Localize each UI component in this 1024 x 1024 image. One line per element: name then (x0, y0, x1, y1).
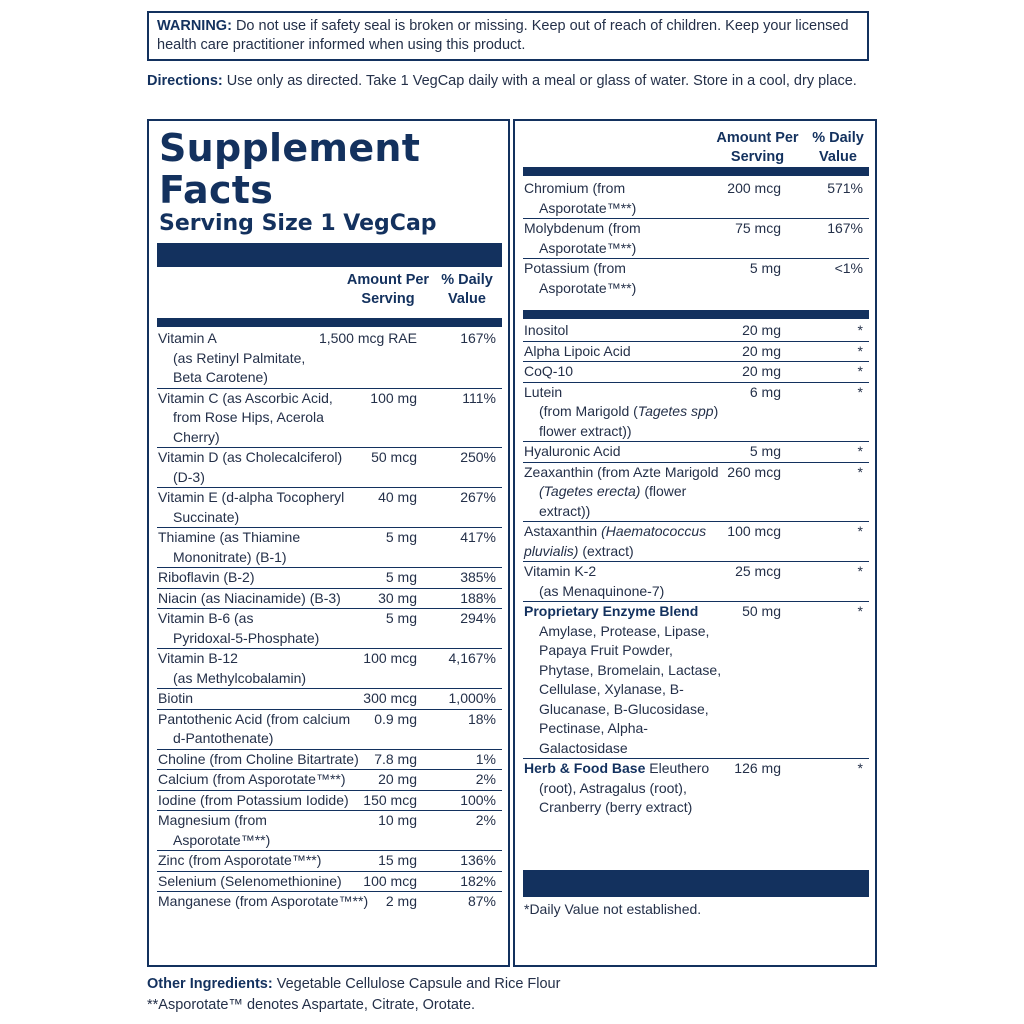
daily-value: 188% (460, 589, 496, 606)
daily-value: 571% (827, 180, 863, 196)
table-row (523, 321, 869, 342)
table-row (157, 389, 502, 449)
nutrient-name-text: Molybdenum (from (524, 220, 641, 236)
table-row (523, 522, 869, 562)
daily-value: 100% (460, 791, 496, 808)
nutrient-name-text: Herb & Food Base (524, 760, 646, 776)
nutrient-name (157, 892, 502, 912)
amount-per-serving: 10 mg (378, 812, 417, 828)
nutrient-name (523, 602, 723, 758)
col-head-amount: Amount Per Serving (346, 272, 430, 307)
daily-value: 182% (460, 872, 496, 889)
table-row (523, 463, 869, 523)
table-row (157, 872, 502, 893)
nutrient-source: (D-3) (173, 468, 205, 485)
nutrient-name-text: Vitamin K-2 (524, 563, 597, 579)
source-prefix: (from Marigold ( (539, 403, 638, 419)
nutrient-source: Asporotate™**) (539, 199, 637, 216)
amount-per-serving: 1,500 mcg RAE (318, 330, 417, 346)
nutrient-name-text: Vitamin D (as Cholecalciferol) (158, 449, 343, 465)
source-latin-name: (Tagetes erecta) (539, 483, 641, 499)
daily-value: 167% (460, 330, 496, 346)
amount-per-serving: 100 mcg (363, 650, 417, 666)
daily-value: 87% (467, 893, 496, 909)
daily-value: * (857, 523, 863, 539)
table-row (157, 811, 502, 851)
nutrient-source: (root), Astragalus (root), Cranberry (berry extract) (539, 779, 693, 815)
amount-per-serving: 100 mg (370, 389, 417, 406)
nutrient-name (523, 759, 723, 818)
table-row (523, 219, 869, 259)
directions-label: Directions: (147, 73, 223, 89)
nutrient-table-right-b (523, 321, 869, 818)
warning-label: WARNING: (157, 18, 232, 34)
facts-title (159, 127, 420, 211)
daily-value: * (857, 322, 863, 338)
daily-value: * (857, 463, 863, 480)
amount-per-serving: 150 mcg (363, 791, 417, 808)
nutrient-name-text: Biotin (158, 690, 194, 706)
amount-per-serving: 15 mg (378, 852, 417, 868)
supplement-facts-panel-right (513, 119, 877, 967)
supplement-facts-panel-left (147, 119, 510, 967)
amount-per-serving: 126 mg (734, 760, 781, 776)
table-row (523, 342, 869, 363)
amount-per-serving: 2 mg (385, 893, 417, 909)
nutrient-name-text: Calcium (from Asporotate™**) (158, 771, 346, 787)
daily-value: * (857, 563, 863, 579)
directions (147, 72, 872, 91)
table-row (157, 791, 502, 812)
amount-per-serving: 40 mg (378, 489, 417, 505)
nutrient-name-suffix: (extract) (578, 542, 634, 559)
daily-value: 250% (460, 449, 496, 465)
table-row (523, 383, 869, 443)
amount-per-serving: 50 mg (742, 603, 781, 619)
nutrient-name (157, 609, 502, 648)
nutrient-name-text: Hyaluronic Acid (524, 443, 621, 459)
nutrient-name (157, 710, 502, 749)
nutrient-name-text: Vitamin B-6 (as (158, 610, 254, 626)
table-row (157, 609, 502, 649)
col-head-dv-right: % Daily Value (812, 130, 864, 165)
nutrient-name-text: Alpha Lipoic Acid (524, 342, 631, 359)
table-row (523, 759, 869, 818)
amount-per-serving: 5 mg (385, 529, 417, 545)
nutrient-name (523, 321, 723, 341)
nutrient-source: (as Retinyl Palmitate, Beta Carotene) (173, 349, 306, 385)
amount-per-serving: 5 mg (749, 443, 781, 459)
col-head-amount-right: Amount Per Serving (716, 130, 799, 165)
nutrient-name (523, 442, 723, 462)
amount-per-serving: 100 mcg (727, 523, 781, 539)
table-row (157, 710, 502, 750)
amount-per-serving: 6 mg (749, 383, 781, 400)
nutrient-name (157, 448, 502, 487)
nutrient-name-text: Zeaxanthin (from Azte Marigold (524, 463, 719, 480)
daily-value: * (857, 443, 863, 459)
nutrient-name-text: Zinc (from Asporotate™**) (158, 852, 322, 868)
nutrient-name (157, 811, 502, 850)
table-row (157, 649, 502, 689)
nutrient-name (157, 791, 502, 811)
nutrient-name (157, 750, 502, 770)
nutrient-name-text (524, 523, 706, 559)
other-ingredients-text: Vegetable Cellulose Capsule and Rice Flour (276, 976, 561, 992)
col-head-dv: % Daily Value (441, 272, 493, 307)
table-row (157, 750, 502, 771)
nutrient-name (523, 562, 723, 601)
warning-text: Do not use if safety seal is broken or missing. Keep out of reach of children. Keep your licensed health care practitioner informed when using this product. (157, 18, 849, 53)
nutrient-name-text: Choline (from Choline Bitartrate) (158, 750, 359, 767)
daily-value: 167% (827, 220, 863, 236)
nutrient-name (523, 179, 869, 218)
daily-value: * (857, 363, 863, 379)
nutrient-source: from Rose Hips, Acerola Cherry) (173, 409, 324, 445)
nutrient-source: Asporotate™**) (539, 239, 637, 256)
amount-per-serving: 200 mcg (727, 180, 781, 196)
nutrient-table-right-a (523, 179, 869, 298)
other-ingredients-label: Other Ingredients: (147, 976, 273, 992)
thick-divider (157, 243, 502, 267)
nutrient-name (523, 463, 723, 522)
table-row (523, 442, 869, 463)
table-row (523, 259, 869, 298)
daily-value: 2% (475, 771, 496, 787)
daily-value: 18% (467, 710, 496, 727)
daily-value: <1% (834, 260, 863, 276)
amount-per-serving: 260 mcg (727, 463, 781, 480)
nutrient-name (157, 488, 502, 527)
nutrient-name-text: Potassium (from (524, 260, 626, 276)
warning-box (147, 11, 869, 61)
table-row (523, 602, 869, 759)
nutrient-name-text: Inositol (524, 322, 569, 338)
nutrient-name-text: Iodine (from Potassium Iodide) (158, 791, 349, 808)
nutrient-name-text: Manganese (from Asporotate™**) (158, 893, 369, 909)
amount-per-serving: 30 mg (378, 589, 417, 606)
nutrient-name-text: Vitamin C (as Ascorbic Acid, (158, 389, 333, 406)
table-row (157, 689, 502, 710)
table-row (157, 892, 502, 912)
nutrient-source (524, 482, 723, 521)
daily-value: 417% (460, 529, 496, 545)
table-row (157, 528, 502, 568)
amount-per-serving: 25 mcg (735, 563, 781, 579)
amount-per-serving: 20 mg (742, 342, 781, 359)
nutrient-name (523, 219, 869, 258)
nutrient-source: Mononitrate) (B-1) (173, 548, 287, 565)
nutrient-name (523, 522, 723, 561)
nutrient-name (157, 589, 502, 609)
directions-text: Use only as directed. Take 1 VegCap daily with a meal or glass of water. Store in a cool, dry place. (226, 73, 857, 89)
facts-title-line1: Supplement (159, 126, 421, 170)
nutrient-source: Asporotate™**) (173, 831, 271, 848)
daily-value: 385% (460, 569, 496, 585)
medium-divider (157, 318, 502, 327)
nutrient-name (157, 851, 502, 871)
table-row (157, 448, 502, 488)
table-row (157, 851, 502, 872)
nutrient-name-text: Riboflavin (B-2) (158, 569, 255, 585)
nutrient-latin-name: (Haematococcus pluvialis) (524, 523, 707, 559)
nutrient-name-text: Selenium (Selenomethionine) (158, 872, 342, 889)
nutrient-table-left (157, 329, 502, 912)
table-row (157, 568, 502, 589)
nutrient-name-text: CoQ-10 (524, 363, 574, 379)
amount-per-serving: 20 mg (378, 771, 417, 787)
nutrient-name (523, 342, 723, 362)
daily-value-footnote: *Daily Value not established. (524, 901, 702, 917)
nutrient-name-text: Pantothenic Acid (from calcium (158, 710, 351, 727)
daily-value: * (857, 383, 863, 400)
nutrient-name-text: Vitamin A (158, 330, 217, 346)
nutrient-name (157, 389, 502, 448)
amount-per-serving: 75 mcg (735, 220, 781, 236)
nutrient-name (157, 568, 502, 588)
medium-divider-right (523, 167, 869, 176)
daily-value: 4,167% (448, 650, 496, 666)
table-row (523, 562, 869, 602)
amount-per-serving: 300 mcg (363, 690, 417, 706)
nutrient-name-text: Lutein (524, 383, 563, 400)
asporotate-note: **Asporotate™ denotes Aspartate, Citrate, Orotate. (147, 997, 476, 1013)
daily-value: * (857, 603, 863, 619)
nutrient-name-text: Proprietary Enzyme Blend (524, 603, 699, 619)
table-row (157, 488, 502, 528)
amount-per-serving: 0.9 mg (374, 710, 417, 727)
nutrient-name-text: Chromium (from (524, 180, 626, 196)
source-latin-name: Tagetes spp (637, 403, 714, 419)
thick-divider-bottom (523, 870, 869, 897)
amount-per-serving: 50 mcg (371, 449, 417, 465)
nutrient-name-rest: Eleuthero (645, 760, 710, 776)
daily-value: 294% (460, 610, 496, 626)
daily-value: 1% (475, 750, 496, 767)
nutrient-name (523, 383, 723, 442)
nutrient-source: (as Methylcobalamin) (173, 669, 307, 686)
nutrient-name-text: Vitamin E (d-alpha Tocopheryl (158, 489, 345, 505)
nutrient-name (157, 872, 502, 892)
nutrient-name-text: Niacin (as Niacinamide) (B-3) (158, 589, 341, 606)
table-row (523, 362, 869, 383)
nutrient-name-text: Thiamine (as Thiamine (158, 529, 301, 545)
daily-value: * (857, 760, 863, 776)
amount-per-serving: 5 mg (749, 260, 781, 276)
nutrient-source: Amylase, Protease, Lipase, Papaya Fruit Powder, Phytase, Bromelain, Lactase, Cellulase, Xylanase, B-Glucanase, B-Glucosidase, Pectinase, Alpha-Galactosidase (539, 622, 722, 756)
daily-value: 1,000% (448, 690, 496, 706)
daily-value: * (857, 342, 863, 359)
nutrient-name-prefix: Astaxanthin (524, 523, 602, 539)
table-row (157, 329, 502, 389)
amount-per-serving: 20 mg (742, 322, 781, 338)
source-suffix: ) flower extract)) (539, 403, 719, 439)
amount-per-serving: 20 mg (742, 363, 781, 379)
nutrient-source: d-Pantothenate) (173, 730, 274, 746)
nutrient-name (157, 770, 502, 790)
source-suffix: (flower extract)) (539, 483, 687, 519)
table-row (157, 770, 502, 791)
other-ingredients-section (147, 974, 560, 1016)
nutrient-name (523, 259, 869, 298)
amount-per-serving: 5 mg (385, 569, 417, 585)
nutrient-name-text: Vitamin B-12 (158, 650, 238, 666)
daily-value: 267% (460, 489, 496, 505)
serving-size: Serving Size 1 VegCap (159, 211, 437, 236)
nutrient-source (524, 402, 723, 441)
nutrient-name (523, 362, 723, 382)
nutrient-source: Pyridoxal-5-Phosphate) (173, 629, 320, 646)
daily-value: 111% (462, 389, 496, 406)
amount-per-serving: 100 mcg (363, 872, 417, 889)
amount-per-serving: 7.8 mg (374, 750, 417, 767)
nutrient-name-text: Magnesium (from (158, 812, 267, 828)
amount-per-serving: 5 mg (385, 610, 417, 626)
medium-divider-right-2 (523, 310, 869, 319)
table-row (523, 179, 869, 219)
nutrient-source: (as Menaquinone-7) (539, 582, 665, 599)
daily-value: 2% (475, 812, 496, 828)
facts-title-line2: Facts (159, 168, 274, 212)
daily-value: 136% (460, 852, 496, 868)
nutrient-name (157, 528, 502, 567)
table-row (157, 589, 502, 610)
nutrient-source: Asporotate™**) (539, 279, 637, 296)
nutrient-source: Succinate) (173, 508, 240, 525)
